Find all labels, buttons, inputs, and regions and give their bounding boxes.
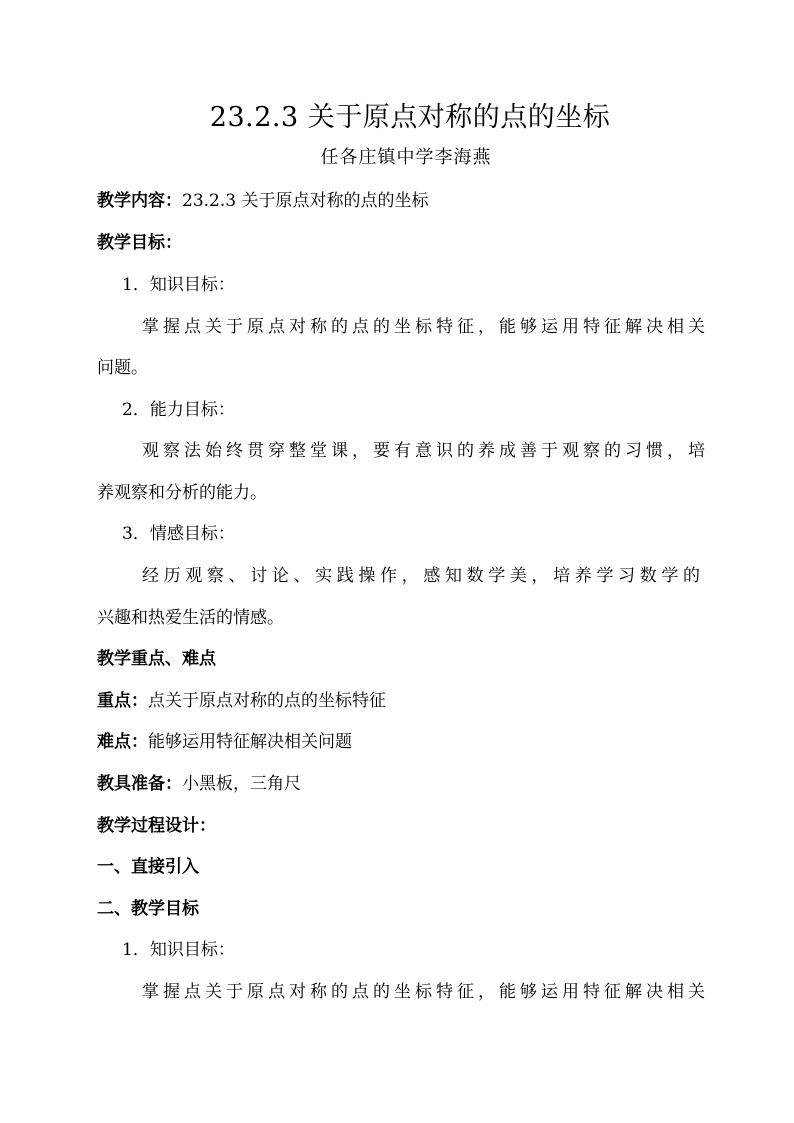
teaching-content-row (97, 186, 737, 216)
repeat-knowledge-goal-label: 1．知识目标： (122, 940, 235, 960)
step-one-heading: 一、直接引入 (97, 857, 199, 877)
teaching-content-value: 23.2.3 关于原点对称的点的坐标 (182, 191, 429, 211)
difficult-point-value: 能够运用特征解决相关问题 (148, 732, 352, 752)
tools-label: 教具准备： (97, 774, 182, 794)
ability-goal-label: 2．能力目标： (122, 400, 235, 420)
knowledge-goal-label: 1．知识目标： (122, 275, 235, 295)
key-point-value: 点关于原点对称的点的坐标特征 (148, 691, 386, 711)
difficult-point-row (97, 727, 737, 757)
tools-value: 小黑板，三角尺 (182, 774, 301, 794)
knowledge-goal-line2: 问题。 (97, 358, 148, 378)
key-point-label: 重点： (97, 691, 148, 711)
teaching-content-label: 教学内容： (97, 191, 182, 211)
tools-row (97, 769, 737, 799)
objectives-heading: 教学目标： (97, 233, 182, 253)
author-line: 任各庄镇中学李海燕 (320, 147, 492, 168)
difficult-point-label: 难点： (97, 732, 148, 752)
emotion-goal-line2: 兴趣和热爱生活的情感。 (97, 608, 284, 628)
emotion-goal-label: 3．情感目标： (122, 524, 235, 544)
step-two-heading: 二、教学目标 (97, 899, 199, 919)
process-heading: 教学过程设计： (97, 816, 216, 836)
document-title: 23.2.3 关于原点对称的点的坐标 (209, 102, 611, 133)
knowledge-goal-line1: 掌握点关于原点对称的点的坐标特征，能够运用特征解决相关 (142, 317, 705, 337)
emotion-goal-line1: 经历观察、讨论、实践操作，感知数学美，培养学习数学的 (142, 566, 700, 586)
key-difficult-heading: 教学重点、难点 (97, 649, 216, 669)
ability-goal-line2: 养观察和分析的能力。 (97, 483, 267, 503)
key-point-row (97, 686, 737, 716)
ability-goal-line1: 观察法始终贯穿整堂课，要有意识的养成善于观察的习惯，培 (142, 441, 705, 461)
repeat-knowledge-goal-line1: 掌握点关于原点对称的点的坐标特征，能够运用特征解决相关 (142, 982, 705, 1002)
